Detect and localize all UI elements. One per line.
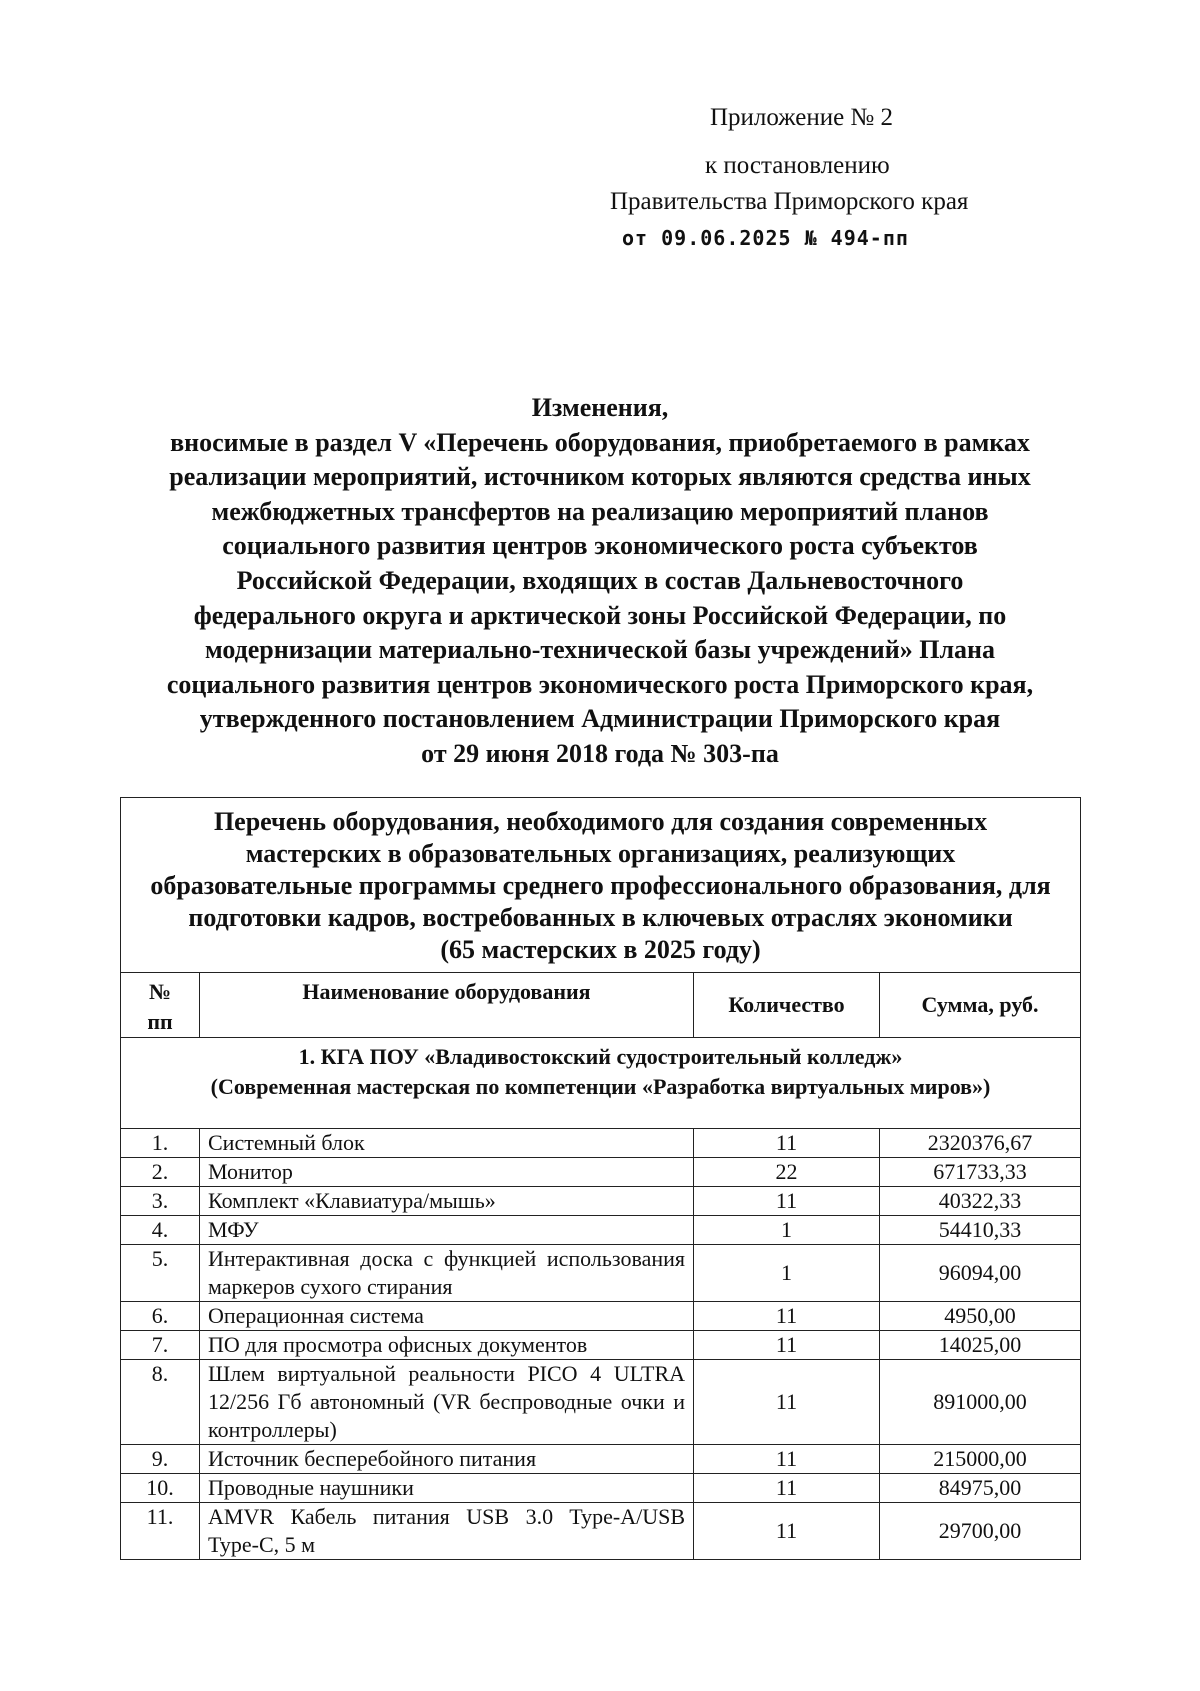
caption-line: мастерских в образовательных организациях, реализующих xyxy=(245,839,956,868)
row-name: Комплект «Клавиатура/мышь» xyxy=(200,1187,694,1216)
row-sum: 891000,00 xyxy=(880,1360,1081,1445)
title-line: утвержденного постановлением Администрации Приморского края xyxy=(199,704,1001,734)
row-name: Операционная система xyxy=(200,1302,694,1331)
row-number: 4. xyxy=(121,1216,200,1245)
row-number: 1. xyxy=(121,1129,200,1158)
table-body xyxy=(121,1129,1081,1560)
row-sum: 4950,00 xyxy=(880,1302,1081,1331)
row-number: 9. xyxy=(121,1445,200,1474)
header-quantity: Количество xyxy=(694,973,880,1038)
row-sum: 29700,00 xyxy=(880,1503,1081,1560)
section-heading xyxy=(121,1038,1081,1129)
row-name: Шлем виртуальной реальности PICO 4 ULTRA 12/256 Гб автономный (VR беспроводные очки и контроллеры) xyxy=(200,1360,694,1445)
title-line: Изменения, xyxy=(531,393,669,422)
row-number: 8. xyxy=(121,1360,200,1445)
caption-line: подготовки кадров, востребованных в ключевых отраслях экономики xyxy=(188,903,1013,932)
row-sum: 96094,00 xyxy=(880,1245,1081,1302)
appendix-header xyxy=(560,100,1020,256)
table-row xyxy=(121,1360,1081,1445)
row-quantity: 11 xyxy=(694,1503,880,1560)
caption-line: (65 мастерских в 2025 году) xyxy=(440,935,761,964)
caption-line: Перечень оборудования, необходимого для создания современных xyxy=(213,807,988,836)
row-sum: 2320376,67 xyxy=(880,1129,1081,1158)
title-line: от 29 июня 2018 года № 303-па xyxy=(421,738,779,768)
row-sum: 40322,33 xyxy=(880,1187,1081,1216)
header-sum: Сумма, руб. xyxy=(880,973,1081,1038)
title-line: реализации мероприятий, источником которых являются средства иных xyxy=(169,462,1031,492)
row-name: Системный блок xyxy=(200,1129,694,1158)
row-number: 11. xyxy=(121,1503,200,1560)
row-name: Монитор xyxy=(200,1158,694,1187)
table-row xyxy=(121,1503,1081,1560)
row-quantity: 11 xyxy=(694,1129,880,1158)
title-line: модернизации материально-технической базы учреждений» Плана xyxy=(204,635,996,665)
row-number: 2. xyxy=(121,1158,200,1187)
table-caption xyxy=(121,798,1081,973)
row-quantity: 11 xyxy=(694,1187,880,1216)
table-row xyxy=(121,1474,1081,1503)
equipment-table xyxy=(120,797,1081,1560)
header-name: Наименование оборудования xyxy=(200,973,694,1038)
table-row xyxy=(121,1129,1081,1158)
row-name: Проводные наушники xyxy=(200,1474,694,1503)
table-row xyxy=(121,1216,1081,1245)
title-line: межбюджетных трансфертов на реализацию мероприятий планов xyxy=(211,496,989,526)
section-line: 1. КГА ПОУ «Владивостокский судостроительный колледж» xyxy=(298,1044,903,1069)
appendix-issuer: Правительства Приморского края xyxy=(610,188,969,215)
row-name: ПО для просмотра офисных документов xyxy=(200,1331,694,1360)
row-sum: 84975,00 xyxy=(880,1474,1081,1503)
row-sum: 671733,33 xyxy=(880,1158,1081,1187)
row-quantity: 22 xyxy=(694,1158,880,1187)
table-row xyxy=(121,1302,1081,1331)
row-number: 5. xyxy=(121,1245,200,1302)
table-row xyxy=(121,1187,1081,1216)
appendix-number: Приложение № 2 xyxy=(710,104,894,131)
table-row xyxy=(121,1158,1081,1187)
document-title xyxy=(120,391,1080,772)
row-name: Интерактивная доска с функцией использования маркеров сухого стирания xyxy=(200,1245,694,1302)
row-quantity: 11 xyxy=(694,1445,880,1474)
header-number xyxy=(121,973,200,1038)
row-quantity: 1 xyxy=(694,1245,880,1302)
header-number-line: пп xyxy=(147,1009,173,1034)
row-number: 6. xyxy=(121,1302,200,1331)
row-number: 7. xyxy=(121,1331,200,1360)
table-row xyxy=(121,1245,1081,1302)
row-quantity: 11 xyxy=(694,1360,880,1445)
row-number: 3. xyxy=(121,1187,200,1216)
row-quantity: 11 xyxy=(694,1302,880,1331)
row-number: 10. xyxy=(121,1474,200,1503)
title-line: Российской Федерации, входящих в состав Дальневосточного xyxy=(236,565,964,595)
row-name: AMVR Кабель питания USB 3.0 Type-A/USB Type-C, 5 м xyxy=(200,1503,694,1560)
row-quantity: 1 xyxy=(694,1216,880,1245)
table-row xyxy=(121,1445,1081,1474)
title-line: федерального округа и арктической зоны Российской Федерации, по xyxy=(193,600,1007,630)
header-number-line: № xyxy=(148,979,172,1004)
appendix-reference: к постановлению xyxy=(705,152,890,179)
row-quantity: 11 xyxy=(694,1474,880,1503)
title-line: социального развития центров экономического роста субъектов xyxy=(222,531,978,561)
row-name: Источник бесперебойного питания xyxy=(200,1445,694,1474)
section-line: (Современная мастерская по компетенции «Разработка виртуальных миров») xyxy=(210,1074,991,1099)
title-line: социального развития центров экономического роста Приморского края, xyxy=(166,669,1034,699)
caption-line: образовательные программы среднего профессионального образования, для xyxy=(150,871,1051,900)
row-name: МФУ xyxy=(200,1216,694,1245)
row-sum: 14025,00 xyxy=(880,1331,1081,1360)
table-row xyxy=(121,1331,1081,1360)
title-line: вносимые в раздел V «Перечень оборудования, приобретаемого в рамках xyxy=(170,427,1030,457)
row-sum: 54410,33 xyxy=(880,1216,1081,1245)
appendix-date-number: от 09.06.2025 № 494-пп xyxy=(622,226,909,250)
row-quantity: 11 xyxy=(694,1331,880,1360)
row-sum: 215000,00 xyxy=(880,1445,1081,1474)
